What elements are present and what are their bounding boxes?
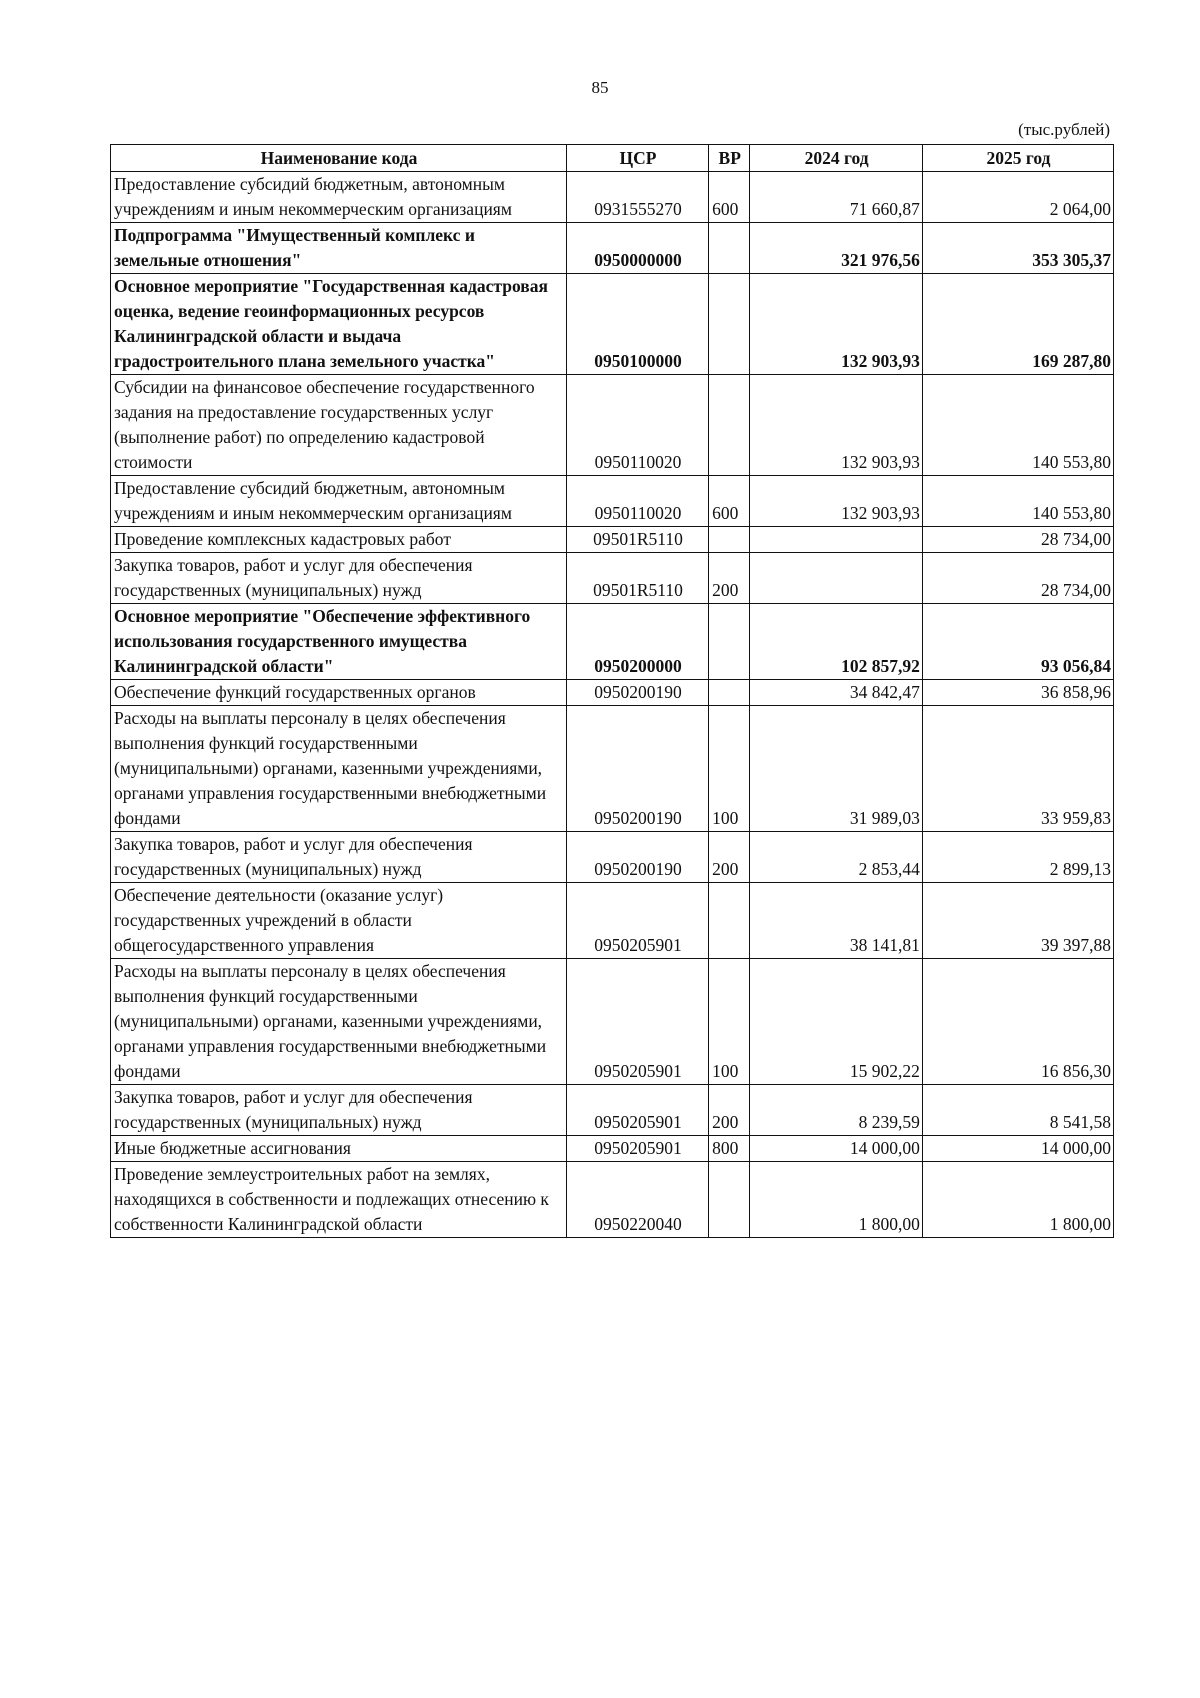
row-name: Иные бюджетные ассигнования <box>111 1136 567 1162</box>
row-name: Расходы на выплаты персоналу в целях обеспечения выполнения функций государственными (муниципальными) органами, казенными учреждениями, органами управления государственными внебюджетными фондами <box>111 706 567 832</box>
row-2025: 2 064,00 <box>922 172 1113 223</box>
table-row <box>111 527 1114 553</box>
row-2024: 132 903,93 <box>750 274 923 375</box>
header-name: Наименование кода <box>111 145 567 172</box>
table-row <box>111 1085 1114 1136</box>
row-2025: 140 553,80 <box>922 476 1113 527</box>
row-vr <box>709 680 750 706</box>
row-2025: 36 858,96 <box>922 680 1113 706</box>
row-2025: 1 800,00 <box>922 1162 1113 1238</box>
row-2024: 102 857,92 <box>750 604 923 680</box>
row-csr: 0950200190 <box>566 706 708 832</box>
row-2024: 14 000,00 <box>750 1136 923 1162</box>
row-2024: 8 239,59 <box>750 1085 923 1136</box>
units-label: (тыс.рублей) <box>1018 120 1110 139</box>
row-vr: 600 <box>709 476 750 527</box>
row-name: Основное мероприятие "Обеспечение эффективного использования государственного имущества Калининградской области" <box>111 604 567 680</box>
row-csr: 0950200000 <box>566 604 708 680</box>
row-vr: 800 <box>709 1136 750 1162</box>
row-csr: 0931555270 <box>566 172 708 223</box>
row-csr: 0950205901 <box>566 1085 708 1136</box>
row-name: Предоставление субсидий бюджетным, автономным учреждениям и иным некоммерческим организациям <box>111 476 567 527</box>
row-2025: 353 305,37 <box>922 223 1113 274</box>
header-vr: ВР <box>709 145 750 172</box>
row-name: Обеспечение функций государственных органов <box>111 680 567 706</box>
row-vr <box>709 375 750 476</box>
row-2025: 14 000,00 <box>922 1136 1113 1162</box>
row-name: Основное мероприятие "Государственная кадастровая оценка, ведение геоинформационных ресурсов Калининградской области и выдача градостроительного плана земельного участка" <box>111 274 567 375</box>
row-vr <box>709 604 750 680</box>
row-2024: 31 989,03 <box>750 706 923 832</box>
table-row <box>111 959 1114 1085</box>
row-csr: 09501R5110 <box>566 527 708 553</box>
row-vr <box>709 1162 750 1238</box>
table-row <box>111 553 1114 604</box>
row-csr: 0950200190 <box>566 680 708 706</box>
row-2025: 33 959,83 <box>922 706 1113 832</box>
row-vr: 200 <box>709 832 750 883</box>
row-csr: 0950205901 <box>566 883 708 959</box>
table-row <box>111 223 1114 274</box>
row-csr: 0950220040 <box>566 1162 708 1238</box>
row-vr: 100 <box>709 959 750 1085</box>
header-2025: 2025 год <box>922 145 1113 172</box>
row-name: Закупка товаров, работ и услуг для обеспечения государственных (муниципальных) нужд <box>111 1085 567 1136</box>
row-vr <box>709 527 750 553</box>
row-name: Закупка товаров, работ и услуг для обеспечения государственных (муниципальных) нужд <box>111 553 567 604</box>
row-vr: 600 <box>709 172 750 223</box>
row-vr: 100 <box>709 706 750 832</box>
row-2024: 71 660,87 <box>750 172 923 223</box>
row-csr: 0950110020 <box>566 476 708 527</box>
row-vr: 200 <box>709 1085 750 1136</box>
row-csr: 0950205901 <box>566 1136 708 1162</box>
row-csr: 0950110020 <box>566 375 708 476</box>
row-2025: 16 856,30 <box>922 959 1113 1085</box>
page-number: 85 <box>591 78 609 97</box>
row-name: Обеспечение деятельности (оказание услуг) государственных учреждений в области общегосударственного управления <box>111 883 567 959</box>
row-csr: 0950200190 <box>566 832 708 883</box>
row-2024: 1 800,00 <box>750 1162 923 1238</box>
row-vr <box>709 274 750 375</box>
row-csr: 09501R5110 <box>566 553 708 604</box>
table-row <box>111 476 1114 527</box>
row-vr: 200 <box>709 553 750 604</box>
row-name: Проведение комплексных кадастровых работ <box>111 527 567 553</box>
row-2024: 132 903,93 <box>750 375 923 476</box>
row-csr: 0950000000 <box>566 223 708 274</box>
row-2025: 28 734,00 <box>922 527 1113 553</box>
row-vr <box>709 883 750 959</box>
row-name: Проведение землеустроительных работ на землях, находящихся в собственности и подлежащих отнесению к собственности Калининградской области <box>111 1162 567 1238</box>
table-row <box>111 1162 1114 1238</box>
row-csr: 0950205901 <box>566 959 708 1085</box>
table-header-row <box>111 145 1114 172</box>
row-2025: 8 541,58 <box>922 1085 1113 1136</box>
table-row <box>111 883 1114 959</box>
row-2024: 2 853,44 <box>750 832 923 883</box>
row-name: Предоставление субсидий бюджетным, автономным учреждениям и иным некоммерческим организациям <box>111 172 567 223</box>
row-2025: 2 899,13 <box>922 832 1113 883</box>
table-row <box>111 832 1114 883</box>
row-name: Субсидии на финансовое обеспечение государственного задания на предоставление государственных услуг (выполнение работ) по определению кадастровой стоимости <box>111 375 567 476</box>
row-2024: 38 141,81 <box>750 883 923 959</box>
table-row <box>111 1136 1114 1162</box>
row-name: Подпрограмма "Имущественный комплекс и земельные отношения" <box>111 223 567 274</box>
row-2024: 132 903,93 <box>750 476 923 527</box>
row-csr: 0950100000 <box>566 274 708 375</box>
row-2024: 321 976,56 <box>750 223 923 274</box>
row-2024: 34 842,47 <box>750 680 923 706</box>
table-row <box>111 172 1114 223</box>
row-2025: 39 397,88 <box>922 883 1113 959</box>
row-2024: 15 902,22 <box>750 959 923 1085</box>
table-row <box>111 274 1114 375</box>
header-csr: ЦСР <box>566 145 708 172</box>
table-row <box>111 375 1114 476</box>
row-2024 <box>750 527 923 553</box>
table-row <box>111 604 1114 680</box>
row-name: Расходы на выплаты персоналу в целях обеспечения выполнения функций государственными (муниципальными) органами, казенными учреждениями, органами управления государственными внебюджетными фондами <box>111 959 567 1085</box>
row-2025: 140 553,80 <box>922 375 1113 476</box>
row-vr <box>709 223 750 274</box>
row-2025: 93 056,84 <box>922 604 1113 680</box>
table-row <box>111 706 1114 832</box>
row-2025: 28 734,00 <box>922 553 1113 604</box>
table-row <box>111 680 1114 706</box>
row-2025: 169 287,80 <box>922 274 1113 375</box>
budget-table <box>110 144 1114 1238</box>
row-2024 <box>750 553 923 604</box>
row-name: Закупка товаров, работ и услуг для обеспечения государственных (муниципальных) нужд <box>111 832 567 883</box>
header-2024: 2024 год <box>750 145 923 172</box>
